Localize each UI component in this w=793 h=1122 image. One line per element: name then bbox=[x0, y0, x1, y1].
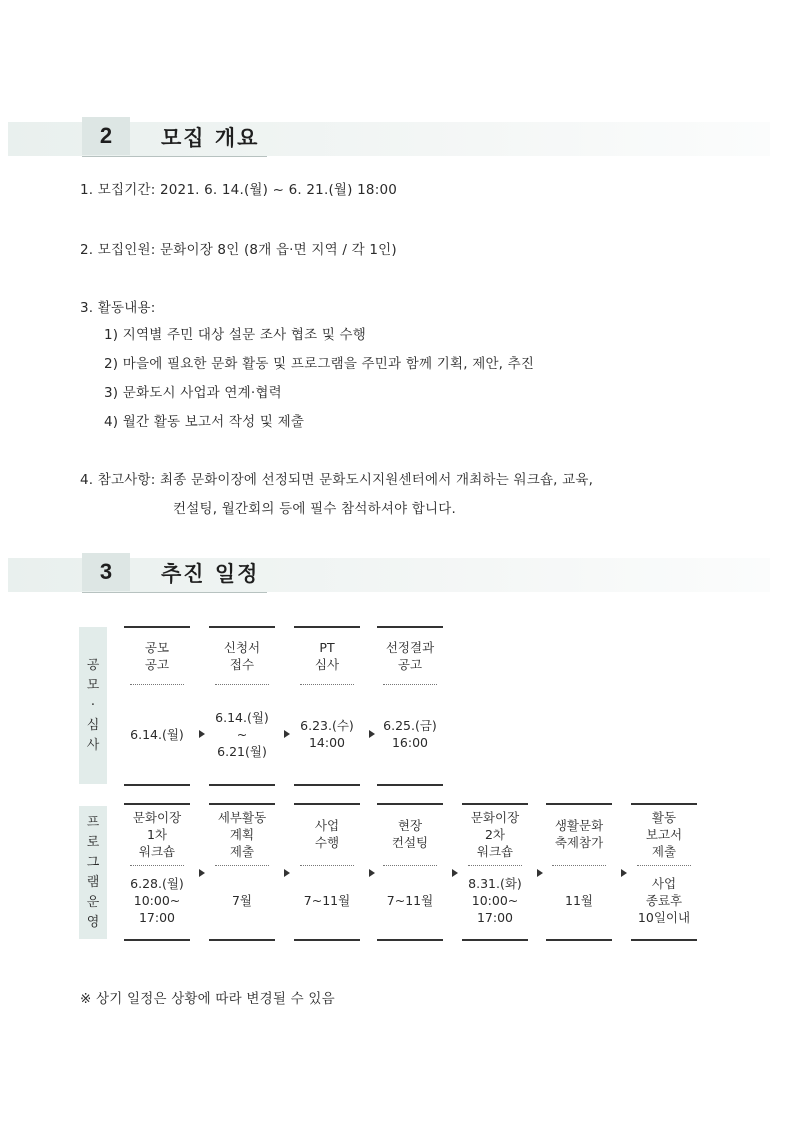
phase2-step-7 bbox=[631, 803, 697, 941]
footnote: ※ 상기 일정은 상황에 따라 변경될 수 있음 bbox=[80, 991, 335, 1007]
phase1-step-title bbox=[124, 639, 190, 673]
phase2-step-top-rule bbox=[124, 803, 190, 805]
phase1-step-divider bbox=[215, 684, 269, 685]
phase1-step-divider bbox=[130, 684, 184, 685]
phase2-step-date-line: 사업 bbox=[651, 875, 677, 891]
phase2-step-top-rule bbox=[631, 803, 697, 805]
phase1-step-date-line: ~ bbox=[236, 726, 248, 742]
phase2-step-date-line: 17:00 bbox=[476, 909, 514, 925]
phase1-step-date-line: 16:00 bbox=[391, 735, 429, 750]
phase-label-program-operation-char: 로 bbox=[86, 834, 100, 850]
phase2-step-divider bbox=[130, 865, 184, 866]
phase2-step-3 bbox=[294, 803, 360, 941]
activity-item-3: 3) 문화도시 사업과 연계·협력 bbox=[104, 385, 282, 401]
section-2-underline bbox=[82, 156, 267, 157]
phase2-step-title-line: 1차 bbox=[146, 826, 168, 842]
phase2-arrow-icon bbox=[199, 869, 205, 877]
phase1-arrow-icon bbox=[284, 730, 290, 738]
phase2-step-title-line: 제출 bbox=[651, 843, 677, 859]
phase2-step-date bbox=[546, 892, 612, 909]
phase2-step-date bbox=[294, 892, 360, 909]
phase1-step-title-line: 신청서 bbox=[223, 640, 261, 655]
phase2-arrow-icon bbox=[621, 869, 627, 877]
phase2-step-title-line: 계획 bbox=[229, 826, 255, 842]
phase2-step-bottom-rule bbox=[546, 939, 612, 941]
phase2-arrow-icon bbox=[452, 869, 458, 877]
phase2-step-title-line: 문화이장 bbox=[132, 809, 182, 825]
phase2-step-title-line: 보고서 bbox=[645, 826, 683, 842]
phase2-step-bottom-rule bbox=[462, 939, 528, 941]
phase2-step-date-line: 7월 bbox=[231, 892, 253, 908]
phase2-step-bottom-rule bbox=[631, 939, 697, 941]
activity-item-1: 1) 지역별 주민 대상 설문 조사 협조 및 수행 bbox=[104, 327, 367, 343]
section-3-title: 추진 일정 bbox=[161, 562, 260, 586]
phase1-step-title-line: 공모 bbox=[144, 640, 170, 655]
phase1-step-4 bbox=[377, 626, 443, 786]
phase2-step-date bbox=[209, 892, 275, 909]
phase2-step-title bbox=[377, 817, 443, 851]
phase-label-recruit-review-char: · bbox=[90, 697, 96, 713]
phase2-arrow-icon bbox=[537, 869, 543, 877]
phase2-step-date-line: 10일이내 bbox=[637, 909, 691, 925]
phase-label-program-operation-char: 램 bbox=[86, 874, 100, 890]
phase1-step-title bbox=[377, 639, 443, 673]
phase2-step-title-line: 수행 bbox=[314, 835, 340, 850]
phase-label-program-operation bbox=[79, 806, 107, 939]
phase2-step-6 bbox=[546, 803, 612, 941]
phase2-step-title-line: 사업 bbox=[314, 818, 340, 833]
phase2-step-title-line: 축제참가 bbox=[554, 835, 604, 850]
section-2-number: 2 bbox=[82, 117, 130, 155]
phase-label-recruit-review-char: 모 bbox=[86, 677, 100, 693]
phase2-step-date-line: 7~11월 bbox=[386, 892, 434, 908]
phase2-step-divider bbox=[300, 865, 354, 866]
phase2-step-date-line: 10:00~ bbox=[133, 892, 181, 908]
phase-label-program-operation-char: 프 bbox=[86, 814, 100, 830]
phase2-step-date bbox=[377, 892, 443, 909]
phase2-step-date-line: 종료후 bbox=[645, 892, 683, 908]
phase2-step-date-line: 8.31.(화) bbox=[468, 875, 522, 891]
phase2-step-date-line: 11월 bbox=[565, 892, 593, 908]
phase1-arrow-icon bbox=[369, 730, 375, 738]
phase1-step-top-rule bbox=[124, 626, 190, 628]
phase1-step-date-line: 6.14.(월) bbox=[130, 726, 184, 742]
phase1-step-title bbox=[294, 639, 360, 673]
phase2-step-1 bbox=[124, 803, 190, 941]
phase2-step-title bbox=[546, 817, 612, 851]
phase2-step-title bbox=[209, 809, 275, 860]
phase1-step-date bbox=[377, 717, 443, 751]
phase1-step-date-line: 14:00 bbox=[308, 735, 346, 750]
phase2-step-date bbox=[631, 875, 697, 926]
phase-label-recruit-review-char: 심 bbox=[86, 717, 100, 733]
phase1-step-date-line: 6.14.(월) bbox=[215, 709, 269, 725]
phase1-step-1 bbox=[124, 626, 190, 786]
phase2-step-divider bbox=[468, 865, 522, 866]
phase-label-recruit-review-char: 공 bbox=[86, 657, 100, 673]
phase2-step-bottom-rule bbox=[209, 939, 275, 941]
phase1-step-date bbox=[209, 709, 275, 760]
phase1-step-title-line: 심사 bbox=[314, 657, 340, 672]
phase2-step-date-line: 10:00~ bbox=[471, 892, 519, 908]
phase1-step-date bbox=[294, 717, 360, 751]
phase2-step-title bbox=[124, 809, 190, 860]
section-3-number: 3 bbox=[82, 553, 130, 591]
phase2-step-title-line: 생활문화 bbox=[554, 818, 604, 833]
phase2-step-top-rule bbox=[294, 803, 360, 805]
phase1-step-divider bbox=[383, 684, 437, 685]
phase2-step-date bbox=[124, 875, 190, 926]
section-2-title: 모집 개요 bbox=[161, 126, 260, 150]
phase2-step-date-line: 7~11월 bbox=[303, 892, 351, 908]
phase1-arrow-icon bbox=[199, 730, 205, 738]
phase1-step-date-line: 6.23.(수) bbox=[300, 718, 354, 733]
phase1-step-bottom-rule bbox=[377, 784, 443, 786]
phase2-step-2 bbox=[209, 803, 275, 941]
phase2-step-bottom-rule bbox=[377, 939, 443, 941]
phase2-step-title-line: 워크숍 bbox=[138, 843, 176, 859]
phase2-step-title-line: 제출 bbox=[229, 843, 255, 859]
phase1-step-title-line: 공고 bbox=[397, 657, 423, 672]
phase2-step-title-line: 활동 bbox=[651, 809, 677, 825]
activity-item-2: 2) 마을에 필요한 문화 활동 및 프로그램을 주민과 함께 기획, 제안, 추진 bbox=[104, 356, 535, 372]
phase2-step-title bbox=[462, 809, 528, 860]
phase1-step-top-rule bbox=[377, 626, 443, 628]
note-line-1: 4. 참고사항: 최종 문화이장에 선정되면 문화도시지원센터에서 개최하는 워크숍, 교육, bbox=[80, 472, 594, 488]
phase-label-recruit-review bbox=[79, 627, 107, 784]
activity-item-4: 4) 월간 활동 보고서 작성 및 제출 bbox=[104, 414, 305, 430]
phase1-step-title bbox=[209, 639, 275, 673]
phase2-step-divider bbox=[552, 865, 606, 866]
phase2-arrow-icon bbox=[284, 869, 290, 877]
recruit-count: 2. 모집인원: 문화이장 8인 (8개 읍·면 지역 / 각 1인) bbox=[80, 242, 397, 258]
phase1-step-top-rule bbox=[294, 626, 360, 628]
phase2-step-title-line: 현장 bbox=[397, 818, 423, 833]
phase2-step-title-line: 세부활동 bbox=[217, 809, 267, 825]
phase2-step-date-line: 6.28.(월) bbox=[130, 875, 184, 891]
phase-label-program-operation-char: 영 bbox=[86, 914, 100, 930]
phase2-step-date bbox=[462, 875, 528, 926]
phase1-step-2 bbox=[209, 626, 275, 786]
phase2-step-title-line: 컨설팅 bbox=[391, 835, 429, 850]
phase1-step-title-line: 선정결과 bbox=[385, 640, 435, 655]
phase2-step-bottom-rule bbox=[124, 939, 190, 941]
phase-label-program-operation-char: 그 bbox=[86, 854, 100, 870]
note-line-2: 컨설팅, 월간회의 등에 필수 참석하셔야 합니다. bbox=[173, 501, 457, 517]
phase2-step-title-line: 워크숍 bbox=[476, 843, 514, 859]
phase1-step-bottom-rule bbox=[209, 784, 275, 786]
phase1-step-date-line: 6.25.(금) bbox=[383, 718, 437, 733]
section-3-underline bbox=[82, 592, 267, 593]
phase2-step-title-line: 2차 bbox=[484, 826, 506, 842]
phase2-step-divider bbox=[383, 865, 437, 866]
phase2-step-date-line: 17:00 bbox=[138, 909, 176, 925]
phase-label-program-operation-char: 운 bbox=[86, 894, 100, 910]
phase1-step-top-rule bbox=[209, 626, 275, 628]
phase2-step-top-rule bbox=[546, 803, 612, 805]
phase2-step-top-rule bbox=[377, 803, 443, 805]
phase2-step-divider bbox=[215, 865, 269, 866]
phase2-step-title-line: 문화이장 bbox=[470, 809, 520, 825]
phase2-step-top-rule bbox=[209, 803, 275, 805]
phase2-step-top-rule bbox=[462, 803, 528, 805]
phase2-step-5 bbox=[462, 803, 528, 941]
phase2-step-bottom-rule bbox=[294, 939, 360, 941]
phase-label-recruit-review-char: 사 bbox=[86, 737, 100, 753]
phase2-step-divider bbox=[637, 865, 691, 866]
recruit-period: 1. 모집기간: 2021. 6. 14.(월) ~ 6. 21.(월) 18:00 bbox=[80, 182, 398, 198]
phase1-step-date bbox=[124, 726, 190, 743]
phase1-step-3 bbox=[294, 626, 360, 786]
phase1-step-bottom-rule bbox=[294, 784, 360, 786]
phase1-step-divider bbox=[300, 684, 354, 685]
phase2-arrow-icon bbox=[369, 869, 375, 877]
phase1-step-bottom-rule bbox=[124, 784, 190, 786]
phase1-step-title-line: PT bbox=[319, 640, 335, 655]
activity-heading: 3. 활동내용: bbox=[80, 300, 156, 316]
phase1-step-title-line: 공고 bbox=[144, 657, 170, 672]
phase1-step-title-line: 접수 bbox=[229, 657, 255, 672]
phase1-step-date-line: 6.21(월) bbox=[217, 743, 267, 759]
phase2-step-title bbox=[631, 809, 697, 860]
phase2-step-title bbox=[294, 817, 360, 851]
phase2-step-4 bbox=[377, 803, 443, 941]
